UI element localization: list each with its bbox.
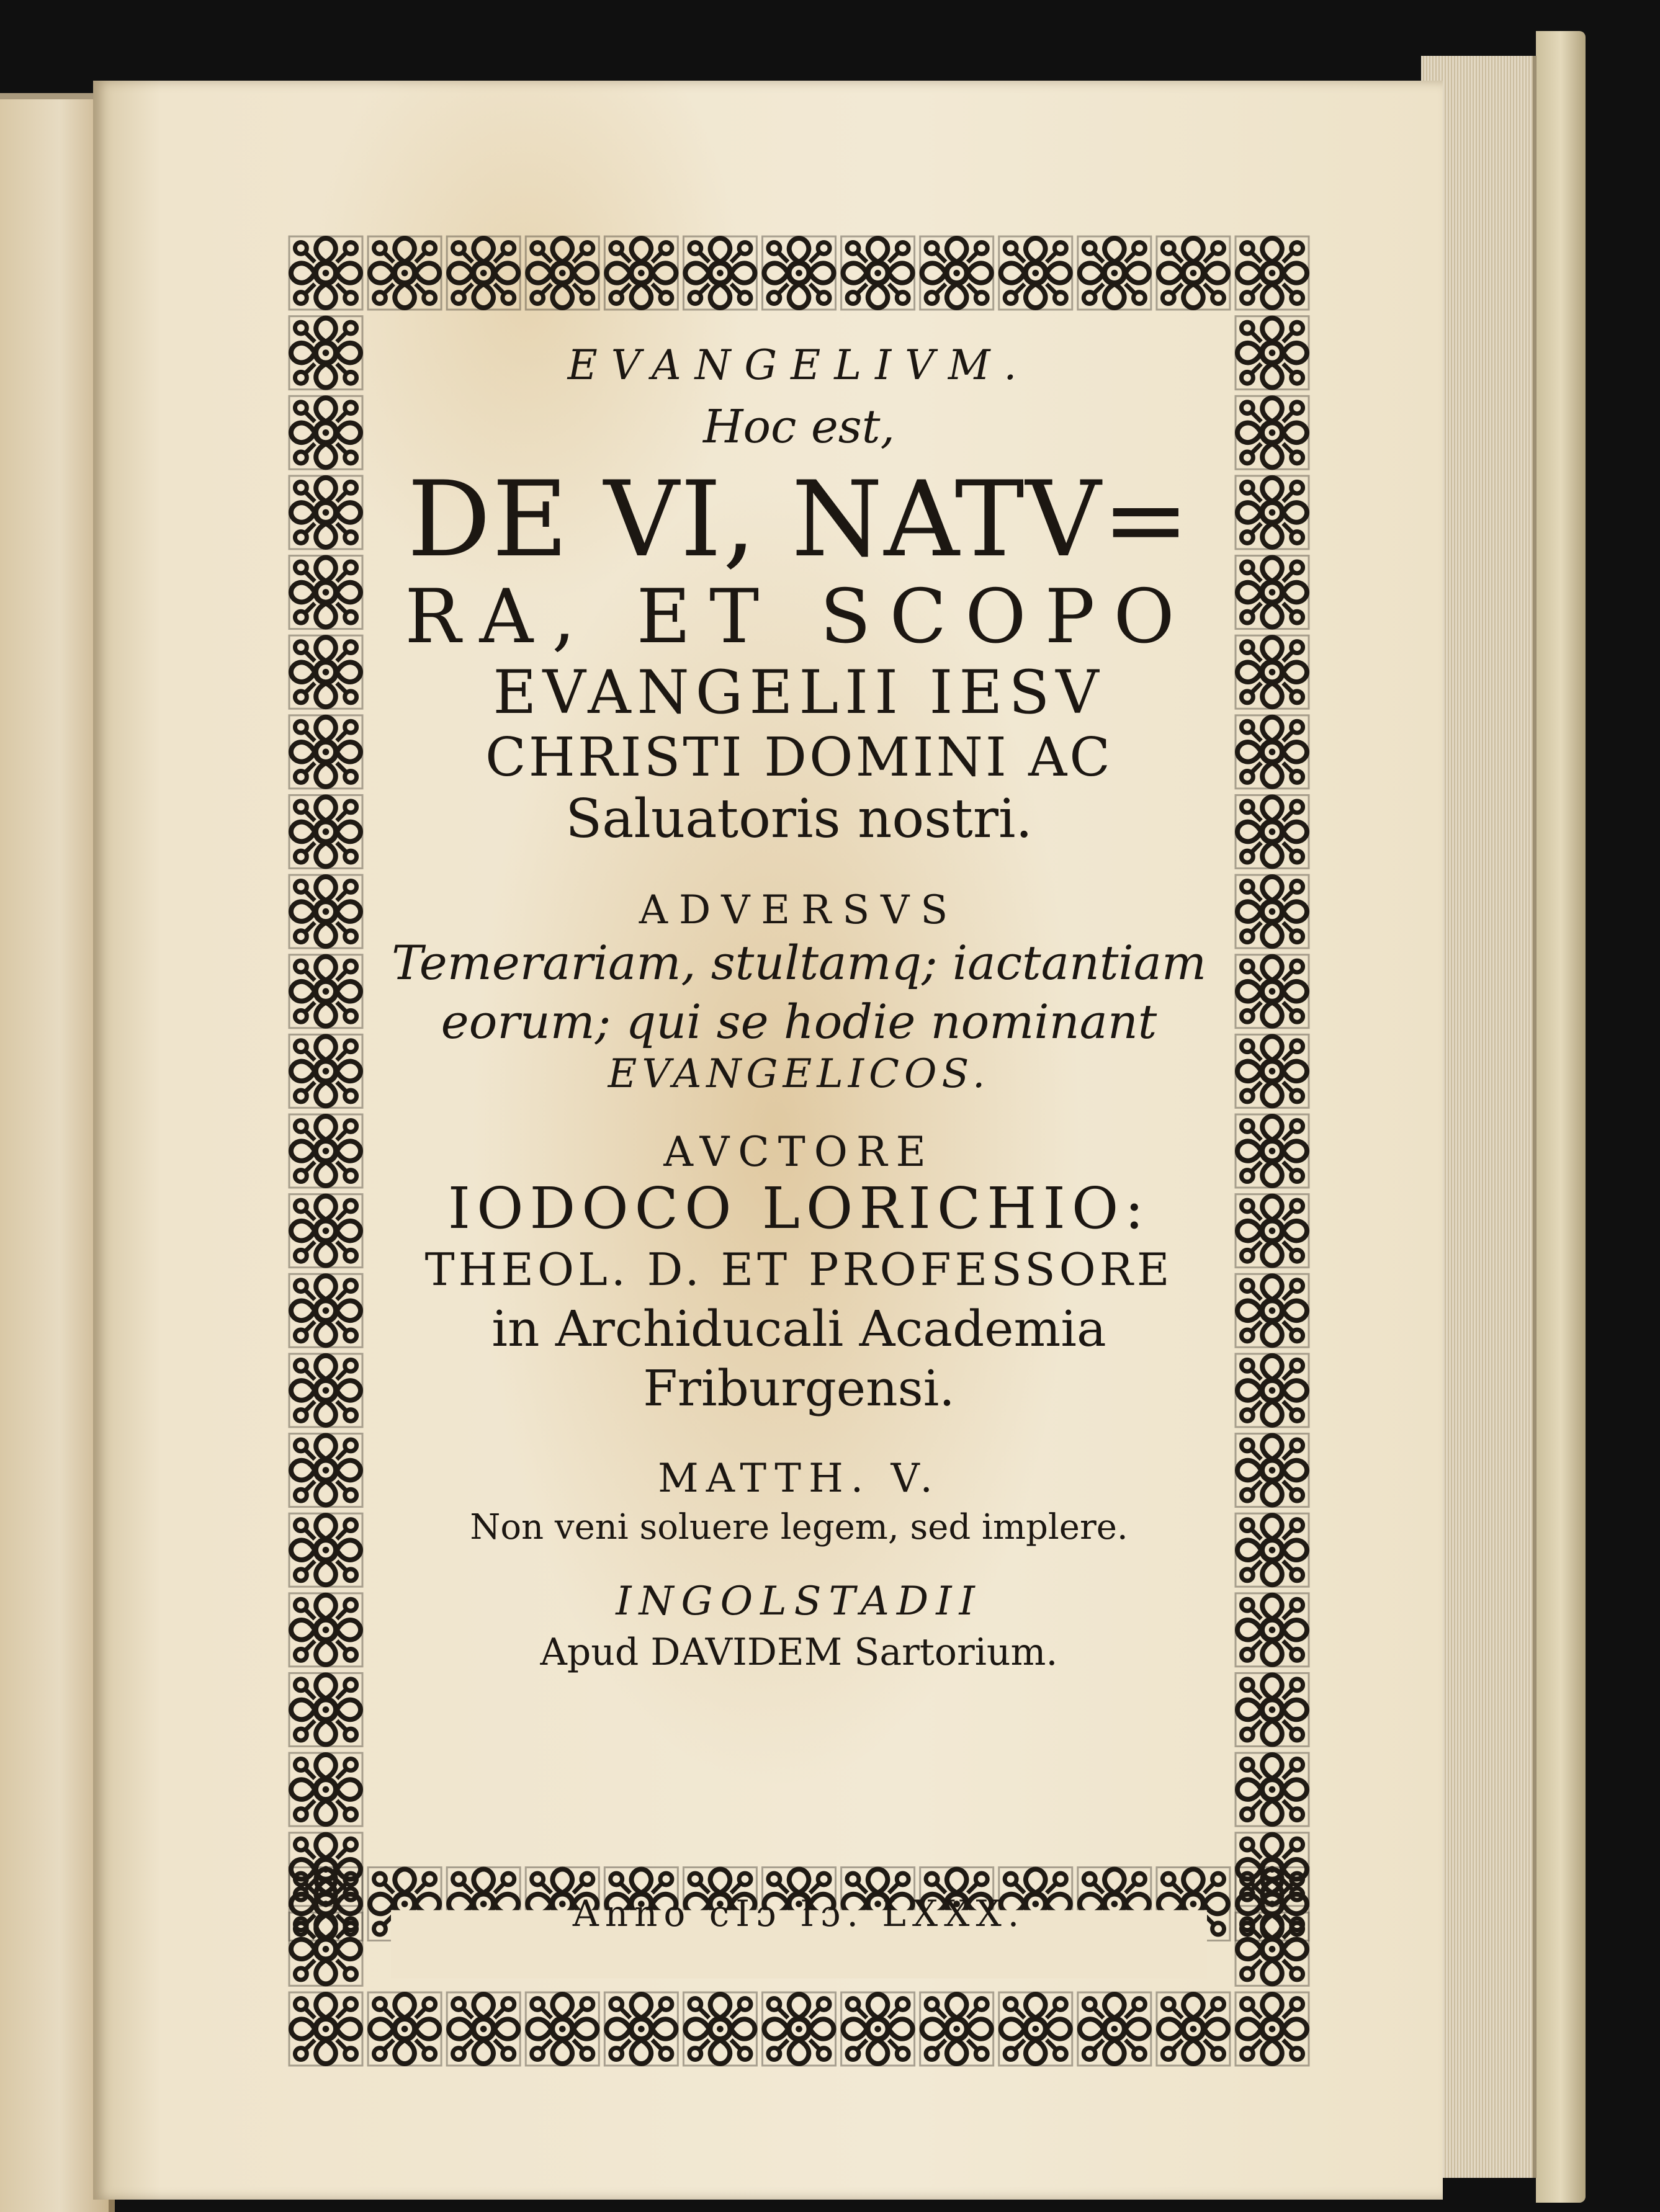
fleuron-tile-icon: [289, 635, 362, 709]
fleuron-tile-icon: [1236, 236, 1309, 310]
fleuron-tile-icon: [1078, 1992, 1151, 2066]
fleuron-tile-icon: [1236, 955, 1309, 1028]
academy-line-2: Friburgensi.: [643, 1359, 955, 1417]
main-title-line-1: DE VI, NATV=: [407, 459, 1191, 580]
fleuron-tile-icon: [289, 1593, 362, 1667]
fleuron-tile-icon: [841, 236, 915, 310]
subtitle-line-2: eorum; qui se hodie nominant: [441, 993, 1157, 1049]
main-title-line-2: RA, ET SCOPO: [405, 574, 1193, 661]
scripture-quote: Non veni soluere legem, sed implere.: [470, 1507, 1128, 1547]
fleuron-tile-icon: [604, 236, 678, 310]
fleuron-tile-icon: [289, 396, 362, 469]
fleuron-tile-icon: [1236, 635, 1309, 709]
auctore-line: AVCTORE: [663, 1127, 935, 1176]
fleuron-tile-icon: [920, 236, 994, 310]
heading-evangelium: EVANGELIVM.: [567, 341, 1031, 389]
fleuron-tile-icon: [683, 236, 756, 310]
fleuron-tile-icon: [289, 1434, 362, 1507]
fleuron-tile-icon: [683, 1992, 756, 2066]
fleuron-tile-icon: [289, 236, 362, 310]
fleuron-tile-icon: [841, 1992, 915, 2066]
subtitle-line-1: Temerariam, stultamq; iactantiam: [391, 934, 1207, 990]
fleuron-tile-icon: [1236, 1513, 1309, 1587]
fleuron-tile-icon: [289, 316, 362, 390]
fleuron-tile-icon: [289, 476, 362, 549]
fleuron-tile-icon: [526, 1992, 599, 2066]
fleuron-tile-icon: [526, 236, 599, 310]
fleuron-tile-icon: [1236, 1434, 1309, 1507]
fleuron-tile-icon: [1157, 1992, 1230, 2066]
fleuron-tile-icon: [1236, 316, 1309, 390]
fleuron-tile-icon: [289, 1194, 362, 1268]
fleuron-tile-icon: [1236, 1114, 1309, 1188]
fleuron-tile-icon: [368, 1992, 441, 2066]
fleuron-tile-icon: [1236, 1992, 1309, 2066]
fleuron-tile-icon: [1236, 396, 1309, 469]
fleuron-tile-icon: [289, 1034, 362, 1108]
scripture-reference: MATTH. V.: [658, 1455, 940, 1502]
author-title: THEOL. D. ET PROFESSORE: [424, 1243, 1173, 1296]
main-title-line-3: EVANGELII IESV: [493, 658, 1105, 728]
main-title-line-4: CHRISTI DOMINI AC: [485, 726, 1113, 789]
imprint-year: Anno cIɔ Iɔ. LXXX.: [572, 1892, 1026, 1935]
fleuron-tile-icon: [1236, 476, 1309, 549]
fleuron-tile-icon: [447, 1992, 520, 2066]
fleuron-tile-icon: [1236, 1274, 1309, 1347]
fleuron-tile-icon: [289, 556, 362, 629]
fleuron-tile-icon: [289, 715, 362, 789]
fleuron-tile-icon: [289, 1114, 362, 1188]
fleuron-tile-icon: [763, 236, 836, 310]
fleuron-tile-icon: [999, 236, 1072, 310]
fleuron-tile-icon: [1078, 236, 1151, 310]
author-name: IODOCO LORICHIO:: [447, 1175, 1151, 1242]
subtitle-line-3: EVANGELICOS.: [608, 1050, 990, 1097]
fleuron-tile-icon: [289, 1354, 362, 1427]
fleuron-tile-icon: [1236, 1753, 1309, 1826]
fleuron-tile-icon: [368, 236, 441, 310]
fleuron-tile-icon: [289, 1992, 362, 2066]
fleuron-tile-icon: [289, 875, 362, 948]
main-title-line-5: Saluatoris nostri.: [565, 787, 1033, 850]
fleuron-tile-icon: [1236, 1034, 1309, 1108]
fleuron-tile-icon: [289, 1673, 362, 1746]
cover-edge: [1536, 31, 1586, 2203]
imprint-place: INGOLSTADII: [616, 1578, 982, 1624]
fleuron-tile-icon: [604, 1992, 678, 2066]
adversus-line: ADVERSVS: [639, 887, 959, 933]
fleuron-tile-icon: [1236, 795, 1309, 868]
fleuron-tile-icon: [289, 1753, 362, 1826]
fleuron-tile-icon: [1236, 1673, 1309, 1746]
academy-line-1: in Archiducali Academia: [491, 1299, 1106, 1358]
fleuron-tile-icon: [1236, 1354, 1309, 1427]
imprint-printer: Apud DAVIDEM Sartorium.: [540, 1630, 1058, 1674]
fleuron-tile-icon: [999, 1992, 1072, 2066]
fleuron-tile-icon: [763, 1992, 836, 2066]
fleuron-tile-icon: [289, 1513, 362, 1587]
fleuron-tile-icon: [289, 955, 362, 1028]
fleuron-tile-icon: [1236, 1194, 1309, 1268]
fleuron-tile-icon: [1236, 875, 1309, 948]
fleuron-tile-icon: [1236, 1593, 1309, 1667]
hoc-est-line: Hoc est,: [702, 400, 895, 454]
fleuron-tile-icon: [289, 1274, 362, 1347]
fleuron-tile-icon: [920, 1992, 994, 2066]
fleuron-tile-icon: [289, 795, 362, 868]
title-page: [93, 81, 1443, 2200]
title-text-block: [379, 341, 1219, 1680]
fleuron-tile-icon: [1157, 236, 1230, 310]
fleuron-tile-icon: [447, 236, 520, 310]
fleuron-tile-icon: [1236, 556, 1309, 629]
fleuron-tile-icon: [1236, 715, 1309, 789]
